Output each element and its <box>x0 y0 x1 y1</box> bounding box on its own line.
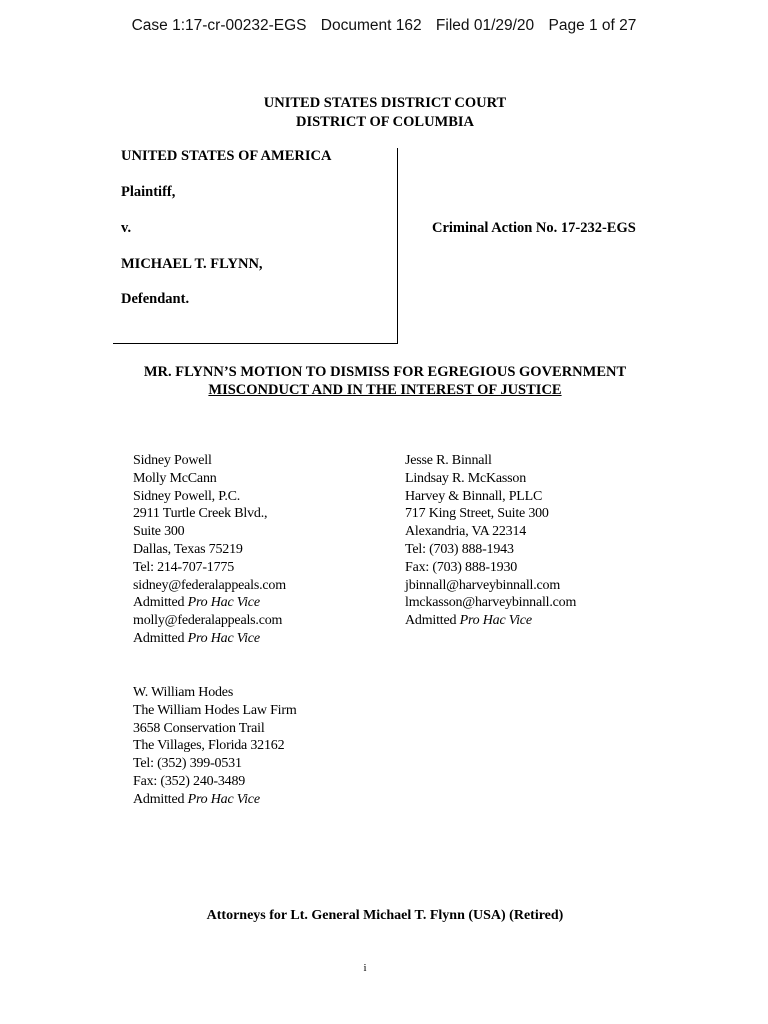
criminal-action-number: Criminal Action No. 17-232-EGS <box>432 220 636 236</box>
counsel-block-binnall <box>405 452 576 630</box>
court-heading <box>0 94 768 132</box>
counsel-line: Harvey & Binnall, PLLC <box>405 488 543 504</box>
attorneys-signature-line: Attorneys for Lt. General Michael T. Flynn (USA) (Retired) <box>206 908 564 923</box>
counsel-line: molly@federalappeals.com <box>133 613 283 629</box>
page-count: Page 1 of 27 <box>548 17 637 34</box>
admission-line: Admitted Pro Hac Vice <box>133 791 260 807</box>
page-number: i <box>363 962 367 974</box>
counsel-line: jbinnall@harveybinnall.com <box>405 577 561 593</box>
counsel-line: Suite 300 <box>133 524 185 540</box>
versus: v. <box>121 220 132 236</box>
counsel-block-powell <box>133 452 286 648</box>
counsel-line: Alexandria, VA 22314 <box>405 524 527 540</box>
counsel-line: Tel: (352) 399-0531 <box>133 756 242 772</box>
admission-line: Admitted Pro Hac Vice <box>405 613 532 629</box>
counsel-line: Molly McCann <box>133 470 217 486</box>
caption-vertical-rule <box>397 148 398 344</box>
defendant-role: Defendant. <box>121 291 190 307</box>
motion-title-line1: MR. FLYNN’S MOTION TO DISMISS FOR EGREGIOUS GOVERNMENT <box>143 364 627 380</box>
motion-title <box>0 363 768 399</box>
counsel-line: sidney@federalappeals.com <box>133 577 286 593</box>
counsel-line: Dallas, Texas 75219 <box>133 541 243 557</box>
counsel-line: Tel: (703) 888-1943 <box>405 541 514 557</box>
admission-line: Admitted Pro Hac Vice <box>133 630 260 646</box>
court-name: UNITED STATES DISTRICT COURT <box>263 95 507 111</box>
counsel-block-hodes <box>133 684 297 809</box>
counsel-line: Fax: (703) 888-1930 <box>405 559 518 575</box>
counsel-line: 2911 Turtle Creek Blvd., <box>133 506 268 522</box>
counsel-line: 3658 Conservation Trail <box>133 720 265 736</box>
motion-title-line2: MISCONDUCT AND IN THE INTEREST OF JUSTICE <box>208 382 562 398</box>
counsel-line: Sidney Powell <box>133 453 212 468</box>
filed-date: Filed 01/29/20 <box>435 17 535 34</box>
counsel-line: The William Hodes Law Firm <box>133 702 297 718</box>
case-number-header: Case 1:17-cr-00232-EGS <box>131 17 307 34</box>
document-number: Document 162 <box>320 17 422 34</box>
counsel-line: Lindsay R. McKasson <box>405 470 527 486</box>
admission-line: Admitted Pro Hac Vice <box>133 595 260 611</box>
counsel-line: 717 King Street, Suite 300 <box>405 506 549 522</box>
counsel-line: Tel: 214-707-1775 <box>133 559 234 575</box>
defendant-name: MICHAEL T. FLYNN, <box>121 256 263 272</box>
plaintiff-name: UNITED STATES OF AMERICA <box>121 148 332 164</box>
counsel-line: Jesse R. Binnall <box>405 453 492 468</box>
counsel-line: W. William Hodes <box>133 685 234 700</box>
plaintiff-role: Plaintiff, <box>121 184 176 200</box>
counsel-line: The Villages, Florida 32162 <box>133 738 285 754</box>
court-district: DISTRICT OF COLUMBIA <box>295 114 475 130</box>
caption-horizontal-rule <box>113 343 398 344</box>
counsel-line: Sidney Powell, P.C. <box>133 488 241 504</box>
counsel-line: lmckasson@harveybinnall.com <box>405 595 577 611</box>
counsel-line: Fax: (352) 240-3489 <box>133 773 246 789</box>
ecf-header <box>0 17 768 35</box>
